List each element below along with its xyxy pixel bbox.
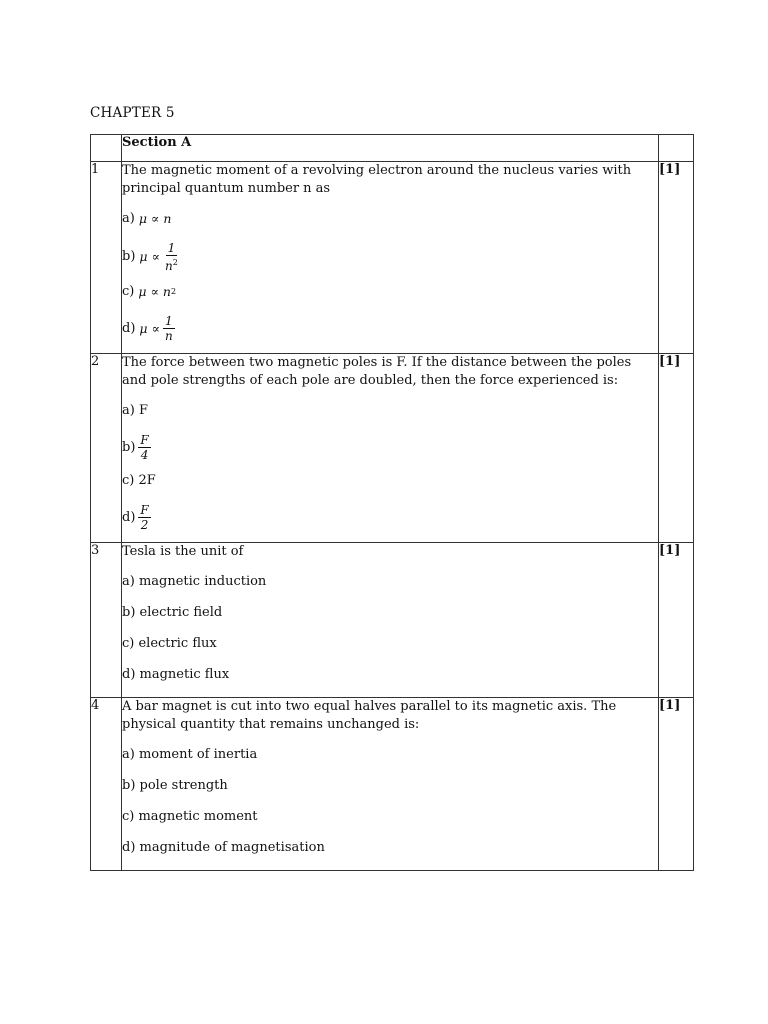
section-mark-cell <box>659 135 694 162</box>
fraction-denominator <box>163 256 180 273</box>
option-prefix: d) <box>122 320 136 336</box>
option-a: a) moment of inertia <box>122 747 258 762</box>
option-d <box>122 314 658 343</box>
question-marks: [1] <box>659 698 694 871</box>
fraction <box>138 433 150 462</box>
question-text: Tesla is the unit of <box>122 544 244 559</box>
question-number: 2 <box>91 354 122 543</box>
question-number: 4 <box>91 698 122 871</box>
question-row-1 <box>91 162 694 354</box>
option-b <box>122 241 658 273</box>
question-marks: [1] <box>659 543 694 698</box>
fraction <box>163 241 180 273</box>
fraction-numerator: 1 <box>167 241 176 255</box>
option-c: c) electric flux <box>122 636 217 651</box>
question-body <box>122 354 659 543</box>
denominator-exponent: 2 <box>172 258 178 267</box>
question-body <box>122 162 659 354</box>
option-prefix: a) <box>122 211 135 226</box>
option-c: c) magnetic moment <box>122 809 258 824</box>
option-d <box>122 503 658 532</box>
option-expression-lhs: μ ∝ <box>139 320 160 336</box>
section-num-cell <box>91 135 122 162</box>
section-title-cell <box>122 135 659 162</box>
option-expression-lhs: μ ∝ <box>139 249 160 264</box>
option-b: b) electric field <box>122 605 223 620</box>
fraction <box>138 503 150 532</box>
question-marks: [1] <box>659 162 694 354</box>
fraction-numerator: 1 <box>165 314 173 328</box>
question-marks: [1] <box>659 354 694 543</box>
chapter-heading: CHAPTER 5 <box>90 105 175 121</box>
option-b: b) pole strength <box>122 778 228 793</box>
question-text: The force between two magnetic poles is F. If the distance between the poles and pole strengths of each pole are doubled, then the force experienced is: <box>122 355 632 388</box>
fraction-numerator: F <box>140 503 149 517</box>
question-table <box>90 134 694 871</box>
option-prefix: c) <box>122 284 135 299</box>
option-d: d) magnitude of magnetisation <box>122 840 325 855</box>
question-text: A bar magnet is cut into two equal halves parallel to its magnetic axis. The physical quantity that remains unchanged is: <box>122 699 617 732</box>
fraction-denominator: 2 <box>140 518 149 532</box>
section-title: Section A <box>122 135 192 150</box>
question-row-2 <box>91 354 694 543</box>
option-expression <box>138 283 176 301</box>
option-a: a) F <box>122 403 148 418</box>
question-row-4 <box>91 698 694 871</box>
fraction <box>163 314 175 343</box>
question-body <box>122 698 659 871</box>
option-d: d) magnetic flux <box>122 667 230 682</box>
option-prefix: d) <box>122 509 136 525</box>
option-c: c) 2F <box>122 473 156 488</box>
denominator-base: n <box>164 259 173 273</box>
option-b <box>122 433 658 462</box>
option-a: a) magnetic induction <box>122 574 267 589</box>
option-c <box>122 283 658 301</box>
option-prefix: b) <box>122 439 136 455</box>
expression-exponent: 2 <box>170 287 177 296</box>
question-text: The magnetic moment of a revolving electron around the nucleus varies with principal quantum number n as <box>122 163 632 196</box>
question-number: 3 <box>91 543 122 698</box>
fraction-denominator: n <box>164 329 173 343</box>
option-a <box>122 210 658 228</box>
fraction-numerator: F <box>140 433 149 447</box>
expression-base: μ ∝ n <box>138 284 171 299</box>
option-expression: μ ∝ n <box>138 211 172 226</box>
option-prefix: b) <box>122 249 136 264</box>
question-body <box>122 543 659 698</box>
question-number: 1 <box>91 162 122 354</box>
question-row-3 <box>91 543 694 698</box>
section-header-row <box>91 135 694 162</box>
fraction-denominator: 4 <box>140 448 149 462</box>
